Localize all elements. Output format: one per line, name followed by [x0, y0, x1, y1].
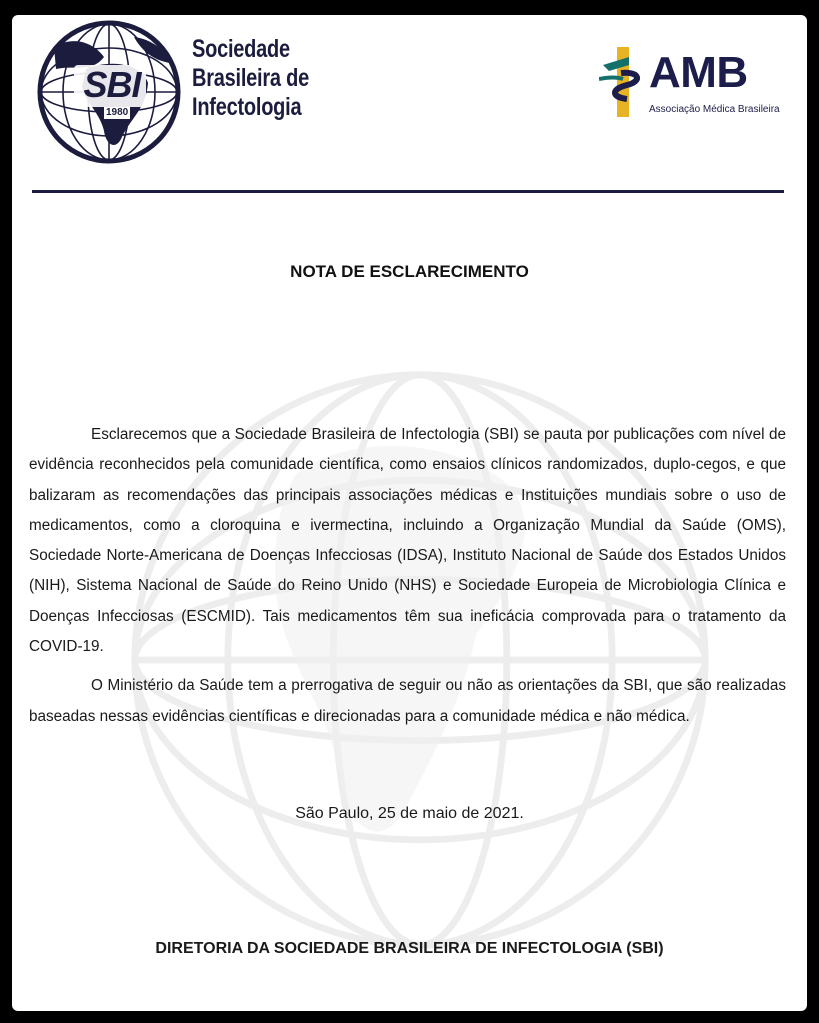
- amb-logo: [597, 47, 787, 127]
- document-body: [29, 420, 786, 741]
- sbi-organization-name: [192, 35, 309, 122]
- sbi-name-line-3: Infectologia: [192, 93, 302, 121]
- document-date: São Paulo, 25 de maio de 2021.: [295, 805, 524, 822]
- header-divider: [32, 190, 784, 193]
- sbi-name-line-1: Sociedade: [192, 35, 290, 63]
- sbi-name-line-2: Brasileira de: [192, 64, 309, 92]
- document-signature: DIRETORIA DA SOCIEDADE BRASILEIRA DE INFECTOLOGIA (SBI): [155, 940, 664, 957]
- amb-caduceus-icon: [599, 47, 649, 119]
- document-page: [12, 15, 807, 1011]
- document-title: NOTA DE ESCLARECIMENTO: [290, 262, 529, 281]
- sbi-logo-year: 1980: [106, 107, 129, 118]
- sbi-logo-acronym: SBI: [83, 64, 141, 105]
- amb-subtitle: Associação Médica Brasileira: [649, 104, 780, 115]
- amb-acronym: AMB: [649, 48, 748, 97]
- body-paragraph-1: Esclarecemos que a Sociedade Brasileira de Infectologia (SBI) se pauta por publicações com nível de evidência reconhecidos pela comunidade científica, como ensaios clínicos randomizados, duplo-cegos, e que balizaram as recomendações das principais associações médicas e Instituições mundiais sobre o uso de medicamentos, como a cloroquina e ivermectina, incluindo a Organização Mundial da Saúde (OMS), Sociedade Norte-Americana de Doenças Infecciosas (IDSA), Instituto Nacional de Saúde dos Estados Unidos (NIH), Sistema Nacional de Saúde do Reino Unido (NHS) e Sociedade Europeia de Microbiologia Clínica e Doenças Infecciosas (ESCMID). Tais medicamentos têm sua ineficácia comprovada para o tratamento da COVID-19.: [29, 426, 786, 656]
- body-paragraph-2: O Ministério da Saúde tem a prerrogativa de seguir ou não as orientações da SBI, que são realizadas baseadas nessas evidências científicas e direcionadas para a comunidade médica e não médica.: [29, 677, 786, 725]
